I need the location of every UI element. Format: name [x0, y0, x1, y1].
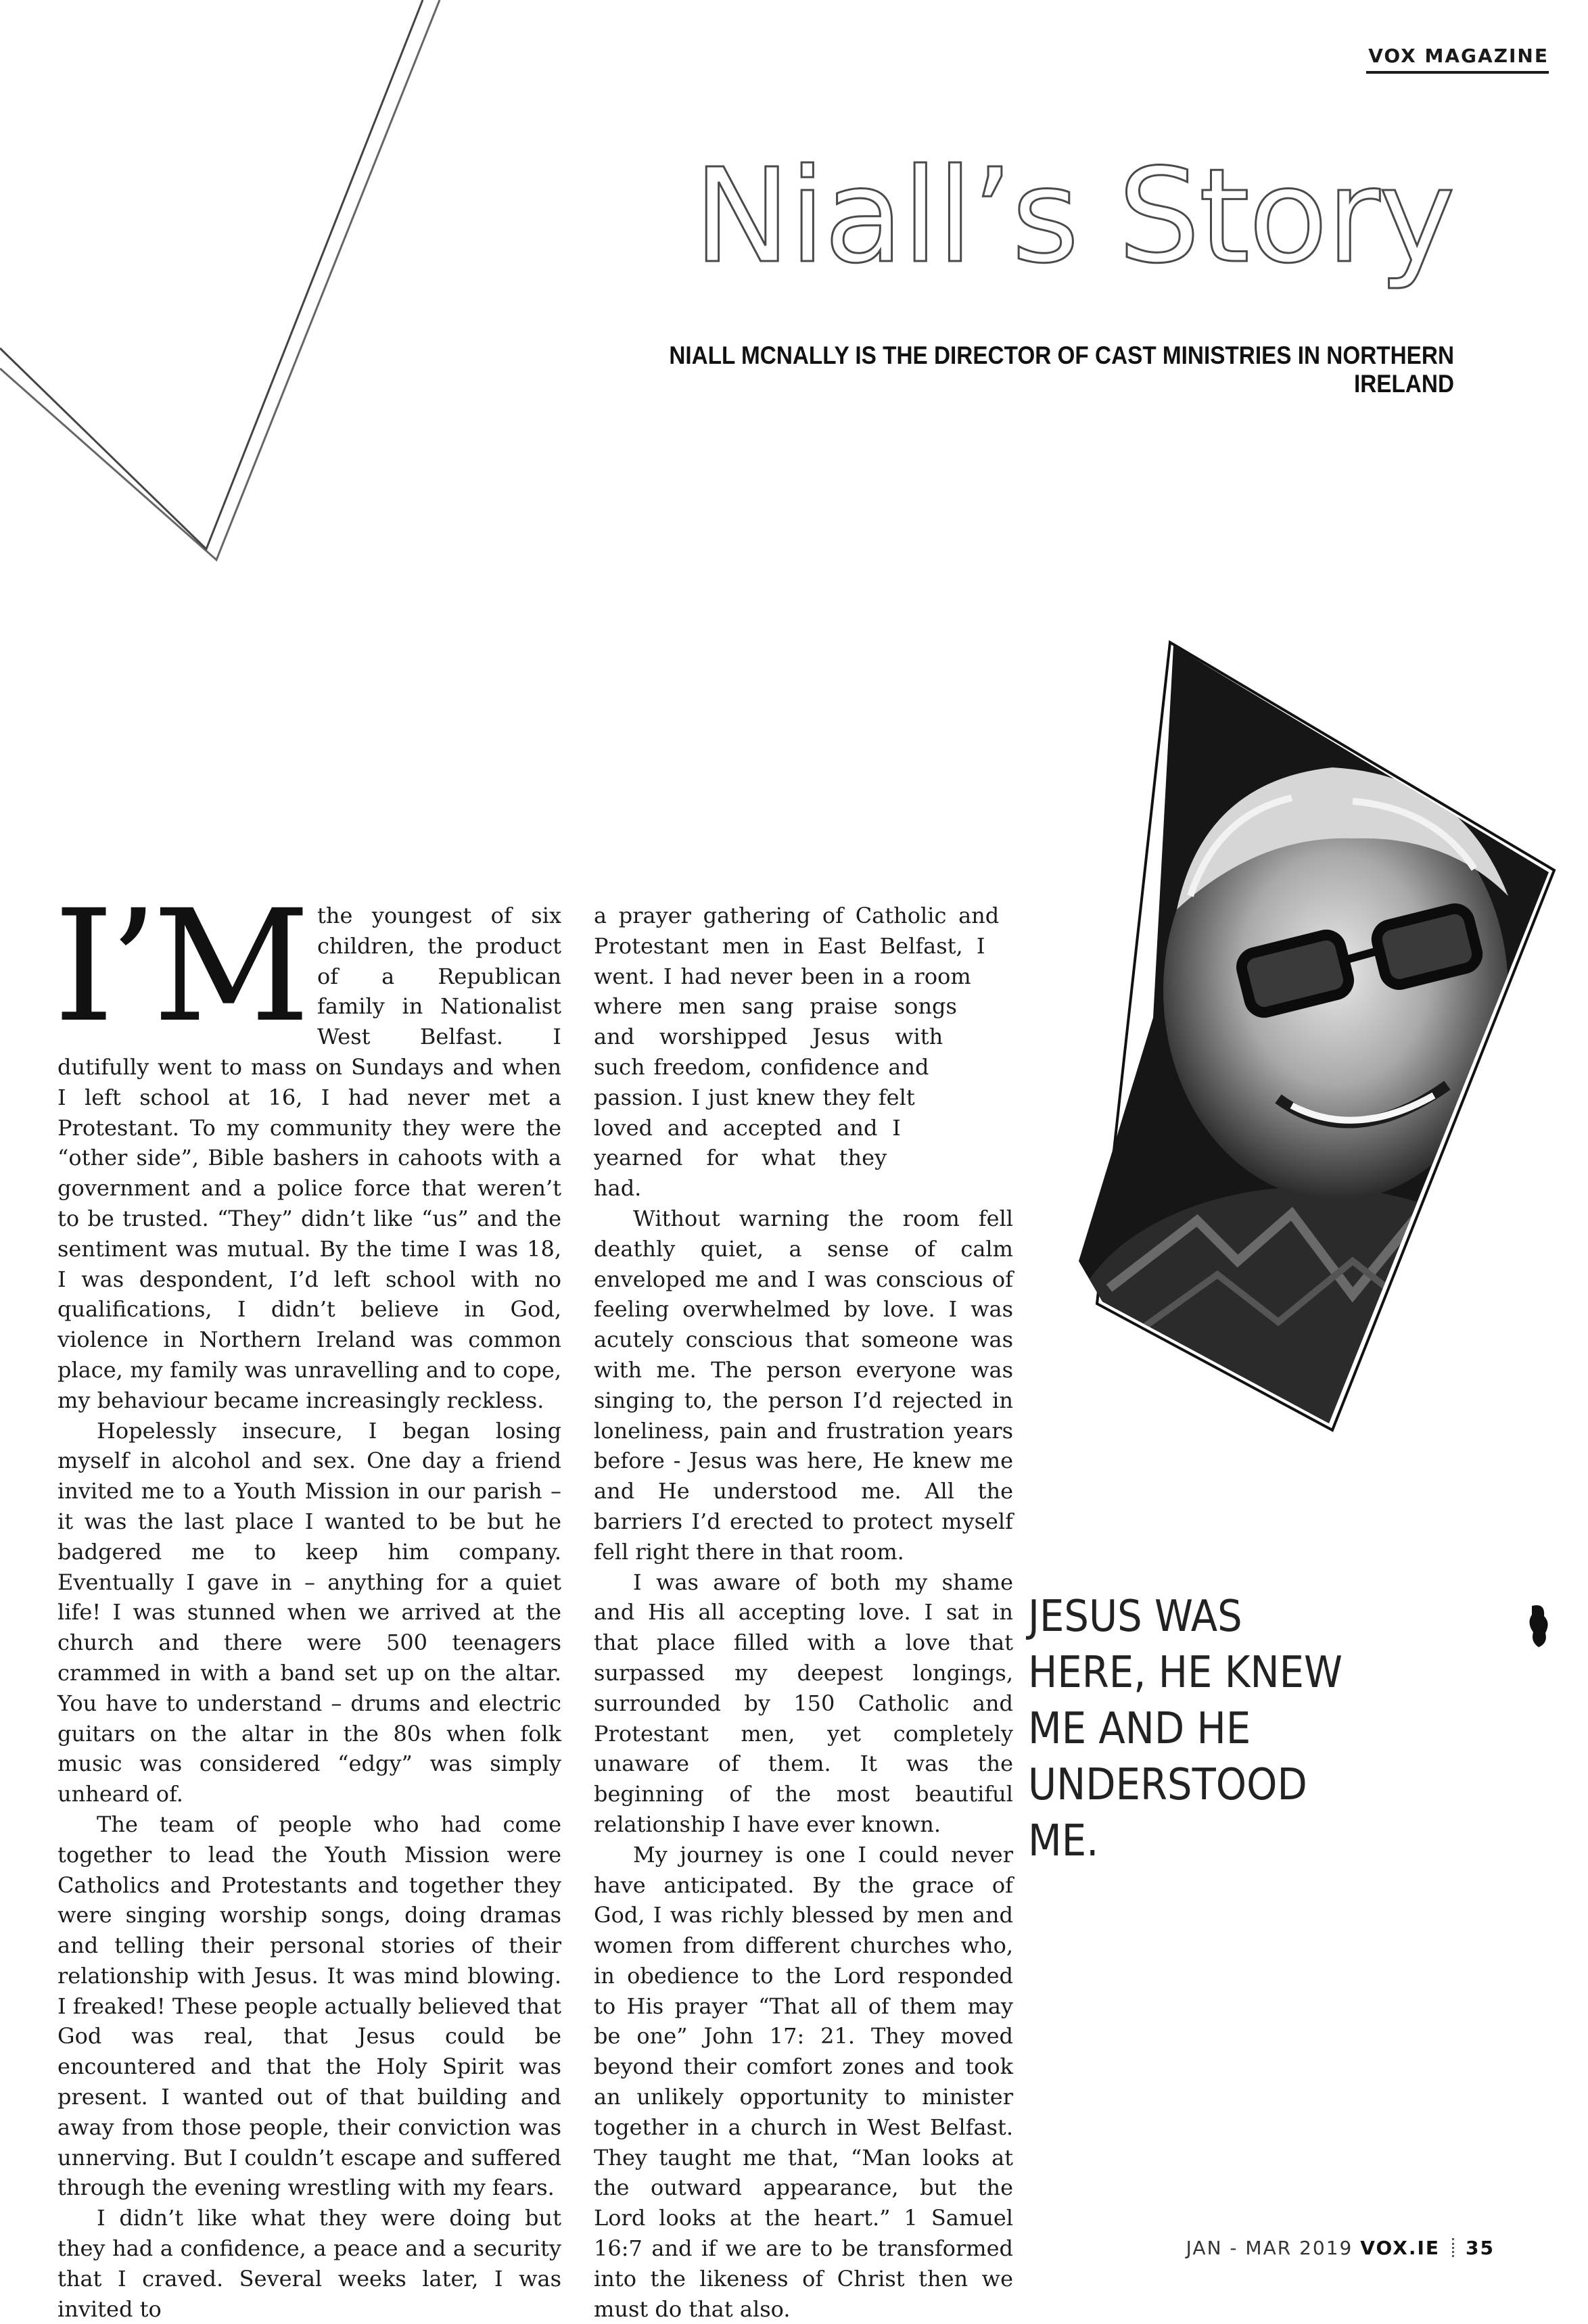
drop-cap: I’M — [53, 876, 305, 1056]
paragraph: The team of people who had come together to lead the Youth Mission were Catholics and Protestants and together they were singing worship songs, doing dramas and telling their personal stories of their relationship with Jesus. It was mind blowing. I freaked! These people actually believed that God was real, that Jesus could be encountered and that the Holy Spirit was present. I wanted out of that building and away from those people, their conviction was unnerving. But I couldn’t escape and suffered through the evening wrestling with my fears. — [57, 1811, 561, 2201]
decorative-chevron-lines — [0, 0, 514, 582]
article-column-1 — [53, 876, 561, 2324]
author-portrait-photo — [974, 612, 1562, 1525]
site-name: VOX.IE — [1360, 2237, 1441, 2259]
magazine-label: VOX MAGAZINE — [1366, 45, 1549, 74]
article-subtitle: NIALL MCNALLY IS THE DIRECTOR OF CAST MINISTRIES IN NORTHERN IRELAND — [669, 341, 1454, 398]
paragraph: the youngest of six children, the product of a Republican family in Nationalist West Belfast. I dutifully went to mass on Sundays and when I left school at 16, I had never met a Protestant. To my community they were the “other side”, Bible bashers in cahoots with a government and a police force that weren’t to be trusted. “They” didn’t like “us” and the sentiment was mutual. By the time I was 18, I was despondent, I’d left school with no qualifications, I didn’t believe in God, violence in Northern Ireland was common place, my family was unravelling and to cope, my behaviour became increasingly reckless. — [57, 903, 561, 1413]
page-footer — [1096, 2237, 1495, 2259]
paragraph: I was aware of both my shame and His all accepting love. I sat in that place filled with a love that surpassed my deepest longings, surrounded by 150 Catholic and Protestant men, yet completely unaware of them. It was the beginning of the most beautiful relationship I have ever known. — [594, 1569, 1013, 1837]
article-column-2 — [594, 901, 1013, 2324]
paragraph: I didn’t like what they were doing but they had a confidence, a peace and a security that I craved. Several weeks later, I was invited to — [57, 2205, 561, 2322]
paragraph: Hopelessly insecure, I began losing myself in alcohol and sex. One day a friend invited me to a Youth Mission in our parish – it was the last place I wanted to be but he badgered me to keep him company. Eventually I gave in – anything for a quiet life! I was stunned when we arrived at the church and there were 500 teenagers crammed in with a band set up on the altar. You have to understand – drums and electric guitars on the altar in the 80s when folk music was considered “edgy” was simply unheard of. — [57, 1417, 561, 1807]
paragraph: a prayer gathering of Catholic and Protestant men in East Belfast, I went. I had never been in a room where men sang praise songs and worshipped Jesus with such freedom, confidence and passion. I just knew they felt loved and accepted and I yearned for what they had. — [594, 903, 1000, 1202]
article-title: Niall’s Story — [693, 141, 1454, 292]
paragraph: Without warning the room fell deathly quiet, a sense of calm enveloped me and I was conscious of feeling overwhelmed by love. I was acutely conscious that someone was with me. The person everyone was singing to, the person I’d rejected in loneliness, pain and frustration years before - Jesus was here, He knew me and He understood me. All the barriers I’d erected to protect myself fell right there in that room. — [594, 1205, 1013, 1565]
issue-date: JAN - MAR 2019 — [1186, 2237, 1353, 2259]
pull-quote: JESUS WAS HERE, HE KNEW ME AND HE UNDERSTOOD ME. — [1028, 1592, 1342, 1866]
photo-wrap-spacer — [1081, 1178, 1209, 1557]
footer-divider — [1452, 2238, 1456, 2257]
ink-blot-mark — [1525, 1603, 1552, 1650]
paragraph: My journey is one I could never have anticipated. By the grace of God, I was richly blessed by men and women from different churches who, in obedience to the Lord responded to His prayer “That all of them may be one” John 17: 21. They moved beyond their comfort zones and took an unlikely opportunity to minister together in a church in West Belfast. They taught me that, “Man looks at the outward appearance, but the Lord looks at the heart.” 1 Samuel 16:7 and if we are to be transformed into the likeness of Christ then we must do that also. — [594, 1841, 1013, 2322]
page-number: 35 — [1466, 2237, 1495, 2259]
